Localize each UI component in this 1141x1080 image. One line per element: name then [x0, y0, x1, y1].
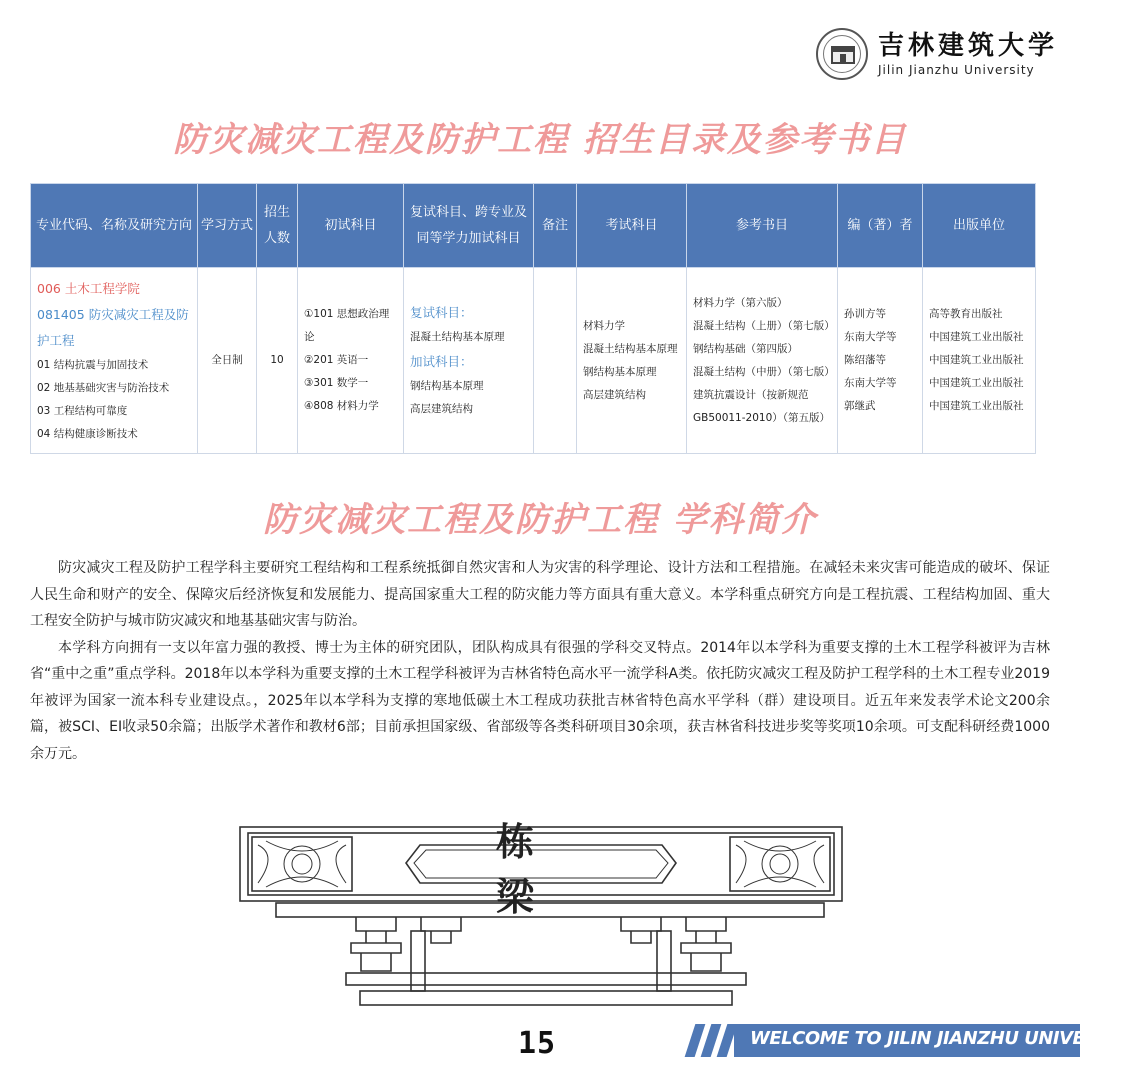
author: 东南大学等 — [844, 377, 897, 389]
test-subject: 钢结构基本原理 — [583, 365, 657, 378]
intro-paragraph: 本学科方向拥有一支以年富力强的教授、博士为主体的研究团队，团队构成具有很强的学科交叉特点。2014年以本学科为重要支撑的土木工程学科被评为吉林省“重中之重”重点学科。2018年以本学科为重要支撑的土木工程学科被评为吉林省特色高水平一流学科A类。依托防灾减灾工程及防护工程学科的土木工程专业2019年被评为国家一流本科专业建设点。，2025年以本学科为支撑的寒地低碳土木工程成功获批吉林省特色高水平学科（群）建设项目。近五年来发表学术论文200余篇，被SCI、EI收录50余篇；出版学术著作和教材6部；目前承担国家级、省部级等各类科研项目30余项，获吉林省科技进步奖等奖项10余项。可支配科研经费1000余万元。 — [30, 639, 1050, 762]
page-number: 15 — [518, 1026, 557, 1061]
author: 郭继武 — [844, 400, 876, 412]
header-retest-subjects: 复试科目、跨专业及同等学力加试科目 — [404, 184, 534, 268]
book-title: 钢结构基础（第四版） — [693, 342, 798, 355]
cell-publishers — [923, 268, 1036, 454]
table-header-row — [31, 184, 1036, 268]
header-test-subjects: 考试科目 — [577, 184, 687, 268]
logo-chinese-name: 吉林建筑大学 — [878, 31, 1059, 61]
cell-study-mode: 全日制 — [198, 268, 257, 454]
header-exam-subjects: 初试科目 — [298, 184, 404, 268]
author: 东南大学等 — [844, 331, 897, 343]
extra-label: 加试科目： — [410, 354, 473, 369]
cell-major — [31, 268, 198, 454]
logo-english-name: Jilin Jianzhu University — [878, 63, 1035, 77]
exam-subject: ④808 材料力学 — [304, 400, 379, 412]
cell-reference-books — [687, 268, 838, 454]
major-name-line2: 护工程 — [37, 332, 75, 348]
university-logo — [816, 28, 1058, 80]
retest-label: 复试科目： — [410, 305, 473, 320]
direction-item: 03 工程结构可靠度 — [37, 404, 128, 417]
publisher: 中国建筑工业出版社 — [929, 354, 1024, 366]
cell-test-subjects — [577, 268, 687, 454]
cell-exam-subjects — [298, 268, 404, 454]
exam-subject: ②201 英语一 — [304, 354, 369, 366]
discipline-introduction — [30, 555, 1050, 767]
book-title: 混凝土结构（中册）（第七版） — [693, 365, 835, 378]
author: 陈绍藩等 — [844, 354, 886, 366]
exam-subject: ③301 数学一 — [304, 377, 369, 389]
extra-subject: 高层建筑结构 — [410, 403, 473, 415]
admission-catalog-table — [30, 183, 1036, 454]
header-remark: 备注 — [534, 184, 577, 268]
book-title: 混凝土结构（上册）（第七版） — [693, 319, 835, 332]
header-quota: 招生人数 — [257, 184, 298, 268]
direction-item: 01 结构抗震与加固技术 — [37, 358, 149, 371]
header-reference-books: 参考书目 — [687, 184, 838, 268]
plaque-label: 栋梁 — [496, 819, 553, 919]
exam-subject: ①101 思想政治理论 — [304, 308, 390, 343]
test-subject: 材料力学 — [583, 319, 625, 332]
intro-paragraph: 防灾减灾工程及防护工程学科主要研究工程结构和工程系统抵御自然灾害和人为灾害的科学理论、设计方法和工程措施。在减轻未来灾害可能造成的破坏、保证人民生命和财产的安全、保障灾后经济恢复和发展能力、提高国家重大工程的防灾能力等方面具有重大意义。本学科重点研究方向是工程抗震、工程结构加固、重大工程安全防护与城市防灾减灾和地基基础灾害与防治。 — [30, 560, 1050, 629]
catalog-title: 防灾减灾工程及防护工程 招生目录及参考书目 — [173, 120, 907, 160]
cell-remark — [534, 268, 577, 454]
book-title: 材料力学（第六版） — [693, 296, 788, 309]
table-row — [31, 268, 1036, 454]
cell-quota: 10 — [257, 268, 298, 454]
major-name-line1: 081405 防灾减灾工程及防 — [37, 306, 189, 322]
retest-subject: 混凝土结构基本原理 — [410, 331, 505, 343]
book-title: GB50011-2010）（第五版） — [693, 411, 831, 424]
direction-item: 02 地基基础灾害与防治技术 — [37, 381, 170, 394]
header-publishers: 出版单位 — [923, 184, 1036, 268]
intro-title: 防灾减灾工程及防护工程 学科简介 — [263, 500, 817, 540]
publisher: 中国建筑工业出版社 — [929, 400, 1024, 412]
publisher: 高等教育出版社 — [929, 308, 1003, 320]
cell-retest-subjects — [404, 268, 534, 454]
extra-subject: 钢结构基本原理 — [410, 380, 484, 392]
header-major: 专业代码、名称及研究方向 — [31, 184, 198, 268]
test-subject: 高层建筑结构 — [583, 388, 646, 401]
welcome-text: WELCOME TO JILIN JIANZHU UNIVERSITY — [750, 1028, 1141, 1049]
cell-authors — [838, 268, 923, 454]
header-study-mode: 学习方式 — [198, 184, 257, 268]
test-subject: 混凝土结构基本原理 — [583, 342, 678, 355]
author: 孙训方等 — [844, 308, 886, 320]
college-name: 006 土木工程学院 — [37, 280, 140, 296]
direction-item: 04 结构健康诊断技术 — [37, 427, 138, 440]
publisher: 中国建筑工业出版社 — [929, 377, 1024, 389]
university-seal-icon — [816, 28, 868, 80]
publisher: 中国建筑工业出版社 — [929, 331, 1024, 343]
header-authors: 编（著）者 — [838, 184, 923, 268]
book-title: 建筑抗震设计（按新规范 — [693, 388, 809, 401]
